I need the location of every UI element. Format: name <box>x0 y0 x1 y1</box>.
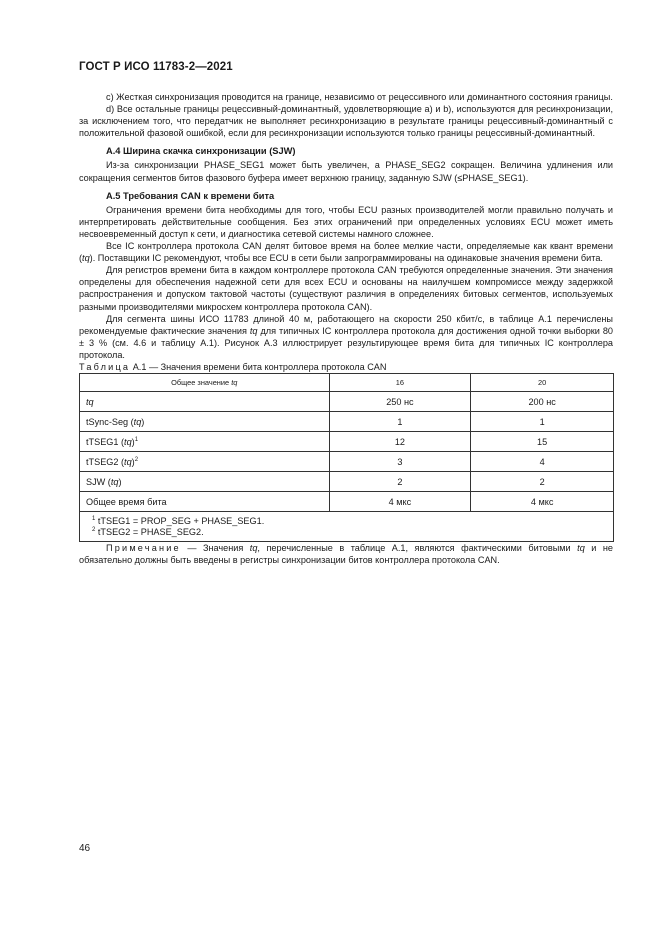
row-value-20: 1 <box>471 412 614 432</box>
row-label: tSync-Seg (tq) <box>80 412 330 432</box>
row-value-16: 2 <box>329 472 471 492</box>
table-note: Примечание — Значения tq, перечисленные в таблице A.1, являются фактическими битовыми tq и не обязательно должны быть введены в регистры синхронизации битов контроллера протокола CAN. <box>79 543 613 566</box>
row-value-20: 2 <box>471 472 614 492</box>
table-row <box>80 492 614 512</box>
table-footnotes <box>80 512 614 542</box>
table-caption: Таблица A.1 — Значения времени бита контроллера протокола CAN <box>79 361 387 372</box>
section-a5-heading: A.5 Требования CAN к времени бита <box>106 190 275 201</box>
bit-timing-table <box>79 373 614 542</box>
footnote-ref-1: 1 <box>134 436 139 443</box>
row-label: tTSEG1 (tq)$^1$ <box>80 432 330 452</box>
header-cell-16: 16 <box>329 374 471 392</box>
paragraph-d: d) Все остальные границы рецессивный-доминантный, удовлетворяющие a) и b), используются для ресинхронизации, за исключением того, что передатчик не выполняет ресинхронизацию в результате границы рецессивный-доминантный с положительной фазовой ошибкой, если для ресинхронизации используются только границы рецессивный-доминантный. <box>79 104 613 139</box>
row-value-16: 4 мкс <box>329 492 471 512</box>
row-value-20: 200 нс <box>471 392 614 412</box>
section-a5-p2: Все IC контроллера протокола CAN делят битовое время на более мелкие части, определяемые как квант времени (tq). Поставщики IC рекомендуют, чтобы все ECU в сети были запрограммированы на одинаковые значения времени бита. <box>79 241 613 264</box>
row-value-16: 1 <box>329 412 471 432</box>
row-label: Общее время бита <box>80 492 330 512</box>
document-header: ГОСТ Р ИСО 11783-2—2021 <box>79 61 233 73</box>
section-a5-p1: Ограничения времени бита необходимы для того, чтобы ECU разных производителей могли правильно получать и интерпретировать действительные сообщения. Без этих ограничений при определенных условиях ECU может иметь несвоевременный доступ к сети, и диагностика сетевой системы намного сложнее. <box>79 204 613 239</box>
section-a5-p3: Для регистров времени бита в каждом контроллере протокола CAN требуются определенные значения. Эти значения определены для обеспечения надежной сети для всех ECU и основаны на наилучшем компромиссе между задержкой распространения и допуском тактовой частоты (существуют различия в определениях битовых сегментов, используемых разными производителями микросхем контроллера протокола CAN). <box>79 265 613 312</box>
table-row <box>80 452 614 472</box>
header-cell-label: Общее значение tq <box>80 374 330 392</box>
section-a4-heading: A.4 Ширина скачка синхронизации (SJW) <box>106 146 296 157</box>
footnote-2: $^2$ tTSEG2 = PHASE_SEG2. <box>92 527 204 538</box>
row-label: SJW (tq) <box>80 472 330 492</box>
table-header-row <box>80 374 614 392</box>
table-row <box>80 412 614 432</box>
table-row <box>80 392 614 412</box>
row-value-16: 12 <box>329 432 471 452</box>
paragraph-c: c) Жесткая синхронизация проводится на границе, независимо от рецессивного или доминантного состояния границы. <box>106 92 613 102</box>
row-label: tTSEG2 (tq)$^2$ <box>80 452 330 472</box>
row-value-20: 4 мкс <box>471 492 614 512</box>
section-a5-p4: Для сегмента шины ИСО 11783 длиной 40 м, работающего на скорости 250 кбит/с, в таблице A.1 перечислены рекомендуемые фактические значения tq для типичных IC контроллера протокола для достижения одной точки выборки 80 ± 3 % (см. 4.6 и таблицу A.1). Рисунок A.3 иллюстрирует результирующее время бита для типичных IC контроллера протокола. <box>79 313 614 360</box>
page-number: 46 <box>79 843 91 854</box>
header-cell-20: 20 <box>471 374 614 392</box>
footnote-ref-2: 2 <box>134 456 139 463</box>
section-a4-text: Из-за синхронизации PHASE_SEG1 может быть увеличен, а PHASE_SEG2 сокращен. Величина удлинения или сокращения сегментов битов фазового буфера имеет верхнюю границу, заданную SJW (≤PHASE_SEG1). <box>79 160 613 183</box>
row-value-20: 4 <box>471 452 614 472</box>
row-value-16: 3 <box>329 452 471 472</box>
footnote-1: $^1$ tTSEG1 = PROP_SEG + PHASE_SEG1. <box>92 516 265 527</box>
row-value-16: 250 нс <box>329 392 471 412</box>
table-footnotes-row <box>80 512 614 542</box>
table-row <box>80 432 614 452</box>
row-value-20: 15 <box>471 432 614 452</box>
page-content <box>79 91 613 566</box>
table-row <box>80 472 614 492</box>
row-label: tq <box>80 392 330 412</box>
